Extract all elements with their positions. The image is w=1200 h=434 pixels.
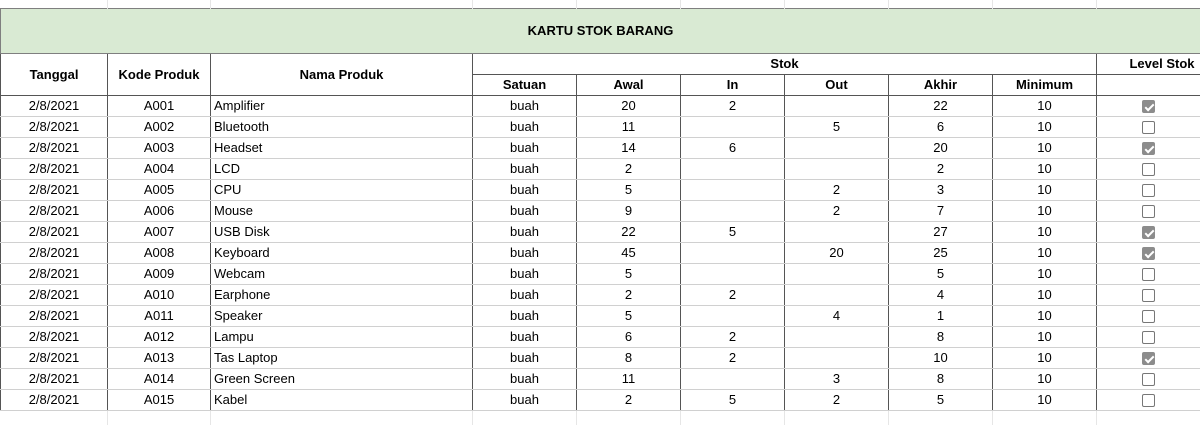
cell-out[interactable]	[785, 327, 889, 348]
cell-kode-produk[interactable]: A009	[108, 264, 211, 285]
cell-satuan[interactable]: buah	[473, 222, 577, 243]
cell-awal[interactable]: 5	[577, 264, 681, 285]
cell-tanggal[interactable]: 2/8/2021	[1, 96, 108, 117]
header-kode-produk[interactable]: Kode Produk	[108, 54, 211, 96]
cell-in[interactable]: 5	[681, 390, 785, 411]
cell-satuan[interactable]: buah	[473, 348, 577, 369]
cell-in[interactable]	[681, 201, 785, 222]
cell-satuan[interactable]: buah	[473, 180, 577, 201]
checkbox-checked[interactable]	[1142, 352, 1155, 365]
checkbox-unchecked[interactable]	[1142, 205, 1155, 218]
table-row	[1, 306, 1200, 327]
sheet-title[interactable]: KARTU STOK BARANG	[1, 9, 1200, 54]
cell-satuan[interactable]: buah	[473, 264, 577, 285]
cell-tanggal[interactable]: 2/8/2021	[1, 243, 108, 264]
cell-satuan[interactable]: buah	[473, 159, 577, 180]
cell-awal[interactable]: 11	[577, 369, 681, 390]
cell-minimum[interactable]: 10	[993, 390, 1097, 411]
cell-kode-produk[interactable]: A014	[108, 369, 211, 390]
cell-awal[interactable]: 5	[577, 180, 681, 201]
cell-minimum[interactable]: 10	[993, 96, 1097, 117]
cell-minimum[interactable]: 10	[993, 117, 1097, 138]
cell-akhir[interactable]: 6	[889, 117, 993, 138]
cell-kode-produk[interactable]: A015	[108, 390, 211, 411]
cell-nama-produk[interactable]: Green Screen	[211, 369, 473, 390]
cell-in[interactable]: 5	[681, 222, 785, 243]
table-row	[1, 96, 1200, 117]
cell-kode-produk[interactable]: A011	[108, 306, 211, 327]
cell-in[interactable]	[681, 117, 785, 138]
cell-kode-produk[interactable]: A001	[108, 96, 211, 117]
cell-level-checkbox	[1097, 222, 1200, 243]
cell-tanggal[interactable]: 2/8/2021	[1, 369, 108, 390]
cell-awal[interactable]: 2	[577, 285, 681, 306]
cell-out[interactable]: 3	[785, 369, 889, 390]
cell-level-checkbox	[1097, 243, 1200, 264]
checkbox-unchecked[interactable]	[1142, 289, 1155, 302]
spacer-row	[1, 0, 1200, 9]
cell-level-checkbox	[1097, 138, 1200, 159]
cell-level-checkbox	[1097, 159, 1200, 180]
checkbox-checked[interactable]	[1142, 142, 1155, 155]
cell-tanggal[interactable]: 2/8/2021	[1, 327, 108, 348]
cell-tanggal[interactable]: 2/8/2021	[1, 117, 108, 138]
cell-level-checkbox	[1097, 285, 1200, 306]
table-row	[1, 390, 1200, 411]
cell-awal[interactable]: 5	[577, 306, 681, 327]
cell-akhir[interactable]: 7	[889, 201, 993, 222]
cell-out[interactable]	[785, 138, 889, 159]
cell-awal[interactable]: 2	[577, 159, 681, 180]
table-row	[1, 243, 1200, 264]
cell-satuan[interactable]: buah	[473, 285, 577, 306]
cell-in[interactable]	[681, 369, 785, 390]
table-row	[1, 369, 1200, 390]
cell-tanggal[interactable]: 2/8/2021	[1, 390, 108, 411]
header-nama-produk[interactable]: Nama Produk	[211, 54, 473, 96]
cell-akhir[interactable]: 2	[889, 159, 993, 180]
cell-tanggal[interactable]: 2/8/2021	[1, 222, 108, 243]
cell-satuan[interactable]: buah	[473, 327, 577, 348]
cell-tanggal[interactable]: 2/8/2021	[1, 180, 108, 201]
cell-nama-produk[interactable]: USB Disk	[211, 222, 473, 243]
checkbox-unchecked[interactable]	[1142, 121, 1155, 134]
cell-out[interactable]: 2	[785, 180, 889, 201]
checkbox-unchecked[interactable]	[1142, 373, 1155, 386]
checkbox-unchecked[interactable]	[1142, 184, 1155, 197]
cell-akhir[interactable]: 8	[889, 327, 993, 348]
table-row	[1, 159, 1200, 180]
header-akhir[interactable]: Akhir	[889, 75, 993, 96]
cell-in[interactable]	[681, 306, 785, 327]
table-row	[1, 222, 1200, 243]
cell-nama-produk[interactable]: Tas Laptop	[211, 348, 473, 369]
header-minimum[interactable]: Minimum	[993, 75, 1097, 96]
cell-akhir[interactable]: 1	[889, 306, 993, 327]
cell-nama-produk[interactable]: Bluetooth	[211, 117, 473, 138]
cell-nama-produk[interactable]: Earphone	[211, 285, 473, 306]
cell-level-checkbox	[1097, 201, 1200, 222]
cell-in[interactable]	[681, 159, 785, 180]
cell-satuan[interactable]: buah	[473, 306, 577, 327]
cell-akhir[interactable]: 25	[889, 243, 993, 264]
cell-nama-produk[interactable]: Kabel	[211, 390, 473, 411]
cell-out[interactable]	[785, 348, 889, 369]
spacer-row	[1, 411, 1200, 426]
header-stok[interactable]: Stok	[473, 54, 1097, 75]
title-row	[1, 9, 1200, 54]
cell-awal[interactable]: 45	[577, 243, 681, 264]
cell-in[interactable]: 2	[681, 348, 785, 369]
cell-nama-produk[interactable]: Speaker	[211, 306, 473, 327]
cell-kode-produk[interactable]: A013	[108, 348, 211, 369]
cell-out[interactable]	[785, 285, 889, 306]
cell-satuan[interactable]: buah	[473, 201, 577, 222]
cell-out[interactable]: 20	[785, 243, 889, 264]
table-row	[1, 285, 1200, 306]
cell-awal[interactable]: 14	[577, 138, 681, 159]
cell-satuan[interactable]: buah	[473, 138, 577, 159]
cell-level-checkbox	[1097, 264, 1200, 285]
checkbox-unchecked[interactable]	[1142, 268, 1155, 281]
cell-tanggal[interactable]: 2/8/2021	[1, 348, 108, 369]
cell-awal[interactable]: 6	[577, 327, 681, 348]
cell-nama-produk[interactable]: Lampu	[211, 327, 473, 348]
cell-akhir[interactable]: 22	[889, 96, 993, 117]
cell-nama-produk[interactable]: Mouse	[211, 201, 473, 222]
cell-akhir[interactable]: 5	[889, 390, 993, 411]
table-row	[1, 264, 1200, 285]
header-row-1	[1, 54, 1200, 75]
checkbox-unchecked[interactable]	[1142, 310, 1155, 323]
cell-nama-produk[interactable]: Webcam	[211, 264, 473, 285]
cell-minimum[interactable]: 10	[993, 159, 1097, 180]
cell-tanggal[interactable]: 2/8/2021	[1, 138, 108, 159]
cell-satuan[interactable]: buah	[473, 369, 577, 390]
cell-in[interactable]	[681, 264, 785, 285]
cell-akhir[interactable]: 8	[889, 369, 993, 390]
cell-out[interactable]: 2	[785, 201, 889, 222]
cell-level-checkbox	[1097, 96, 1200, 117]
cell-minimum[interactable]: 10	[993, 327, 1097, 348]
cell-out[interactable]: 4	[785, 306, 889, 327]
cell-awal[interactable]: 9	[577, 201, 681, 222]
cell-level-checkbox	[1097, 327, 1200, 348]
cell-in[interactable]: 6	[681, 138, 785, 159]
cell-in[interactable]: 2	[681, 285, 785, 306]
header-empty-cell[interactable]	[1097, 75, 1200, 96]
table-row	[1, 117, 1200, 138]
cell-satuan[interactable]: buah	[473, 390, 577, 411]
cell-in[interactable]	[681, 243, 785, 264]
cell-kode-produk[interactable]: A012	[108, 327, 211, 348]
cell-nama-produk[interactable]: Keyboard	[211, 243, 473, 264]
cell-minimum[interactable]: 10	[993, 138, 1097, 159]
cell-satuan[interactable]: buah	[473, 243, 577, 264]
cell-out[interactable]	[785, 222, 889, 243]
cell-minimum[interactable]: 10	[993, 306, 1097, 327]
checkbox-checked[interactable]	[1142, 226, 1155, 239]
table-row	[1, 201, 1200, 222]
cell-nama-produk[interactable]: Amplifier	[211, 96, 473, 117]
header-out[interactable]: Out	[785, 75, 889, 96]
table-row	[1, 138, 1200, 159]
cell-level-checkbox	[1097, 180, 1200, 201]
cell-awal[interactable]: 11	[577, 117, 681, 138]
cell-in[interactable]: 2	[681, 327, 785, 348]
cell-level-checkbox	[1097, 117, 1200, 138]
cell-akhir[interactable]: 10	[889, 348, 993, 369]
cell-awal[interactable]: 22	[577, 222, 681, 243]
cell-awal[interactable]: 20	[577, 96, 681, 117]
header-awal[interactable]: Awal	[577, 75, 681, 96]
cell-akhir[interactable]: 4	[889, 285, 993, 306]
table-row	[1, 348, 1200, 369]
cell-minimum[interactable]: 10	[993, 201, 1097, 222]
header-level-stok[interactable]: Level Stok	[1097, 54, 1200, 75]
cell-kode-produk[interactable]: A010	[108, 285, 211, 306]
cell-kode-produk[interactable]: A006	[108, 201, 211, 222]
checkbox-checked[interactable]	[1142, 247, 1155, 260]
cell-akhir[interactable]: 5	[889, 264, 993, 285]
checkbox-unchecked[interactable]	[1142, 394, 1155, 407]
cell-minimum[interactable]: 10	[993, 264, 1097, 285]
cell-out[interactable]: 5	[785, 117, 889, 138]
cell-nama-produk[interactable]: Headset	[211, 138, 473, 159]
cell-in[interactable]: 2	[681, 96, 785, 117]
cell-tanggal[interactable]: 2/8/2021	[1, 159, 108, 180]
cell-awal[interactable]: 2	[577, 390, 681, 411]
cell-awal[interactable]: 8	[577, 348, 681, 369]
cell-out[interactable]	[785, 264, 889, 285]
cell-minimum[interactable]: 10	[993, 222, 1097, 243]
cell-satuan[interactable]: buah	[473, 96, 577, 117]
cell-out[interactable]	[785, 159, 889, 180]
cell-nama-produk[interactable]: CPU	[211, 180, 473, 201]
cell-kode-produk[interactable]: A008	[108, 243, 211, 264]
cell-tanggal[interactable]: 2/8/2021	[1, 201, 108, 222]
cell-tanggal[interactable]: 2/8/2021	[1, 264, 108, 285]
table-row	[1, 327, 1200, 348]
cell-nama-produk[interactable]: LCD	[211, 159, 473, 180]
cell-tanggal[interactable]: 2/8/2021	[1, 285, 108, 306]
cell-kode-produk[interactable]: A005	[108, 180, 211, 201]
checkbox-unchecked[interactable]	[1142, 163, 1155, 176]
cell-minimum[interactable]: 10	[993, 369, 1097, 390]
cell-level-checkbox	[1097, 348, 1200, 369]
cell-level-checkbox	[1097, 390, 1200, 411]
cell-akhir[interactable]: 3	[889, 180, 993, 201]
checkbox-unchecked[interactable]	[1142, 331, 1155, 344]
cell-in[interactable]	[681, 180, 785, 201]
table-row	[1, 180, 1200, 201]
cell-kode-produk[interactable]: A004	[108, 159, 211, 180]
header-in[interactable]: In	[681, 75, 785, 96]
cell-kode-produk[interactable]: A003	[108, 138, 211, 159]
checkbox-checked[interactable]	[1142, 100, 1155, 113]
cell-akhir[interactable]: 20	[889, 138, 993, 159]
cell-kode-produk[interactable]: A002	[108, 117, 211, 138]
header-satuan[interactable]: Satuan	[473, 75, 577, 96]
cell-minimum[interactable]: 10	[993, 243, 1097, 264]
cell-minimum[interactable]: 10	[993, 348, 1097, 369]
cell-level-checkbox	[1097, 369, 1200, 390]
cell-tanggal[interactable]: 2/8/2021	[1, 306, 108, 327]
cell-minimum[interactable]: 10	[993, 180, 1097, 201]
cell-level-checkbox	[1097, 306, 1200, 327]
cell-out[interactable]	[785, 96, 889, 117]
cell-satuan[interactable]: buah	[473, 117, 577, 138]
header-tanggal[interactable]: Tanggal	[1, 54, 108, 96]
cell-out[interactable]: 2	[785, 390, 889, 411]
cell-kode-produk[interactable]: A007	[108, 222, 211, 243]
cell-akhir[interactable]: 27	[889, 222, 993, 243]
cell-minimum[interactable]: 10	[993, 285, 1097, 306]
